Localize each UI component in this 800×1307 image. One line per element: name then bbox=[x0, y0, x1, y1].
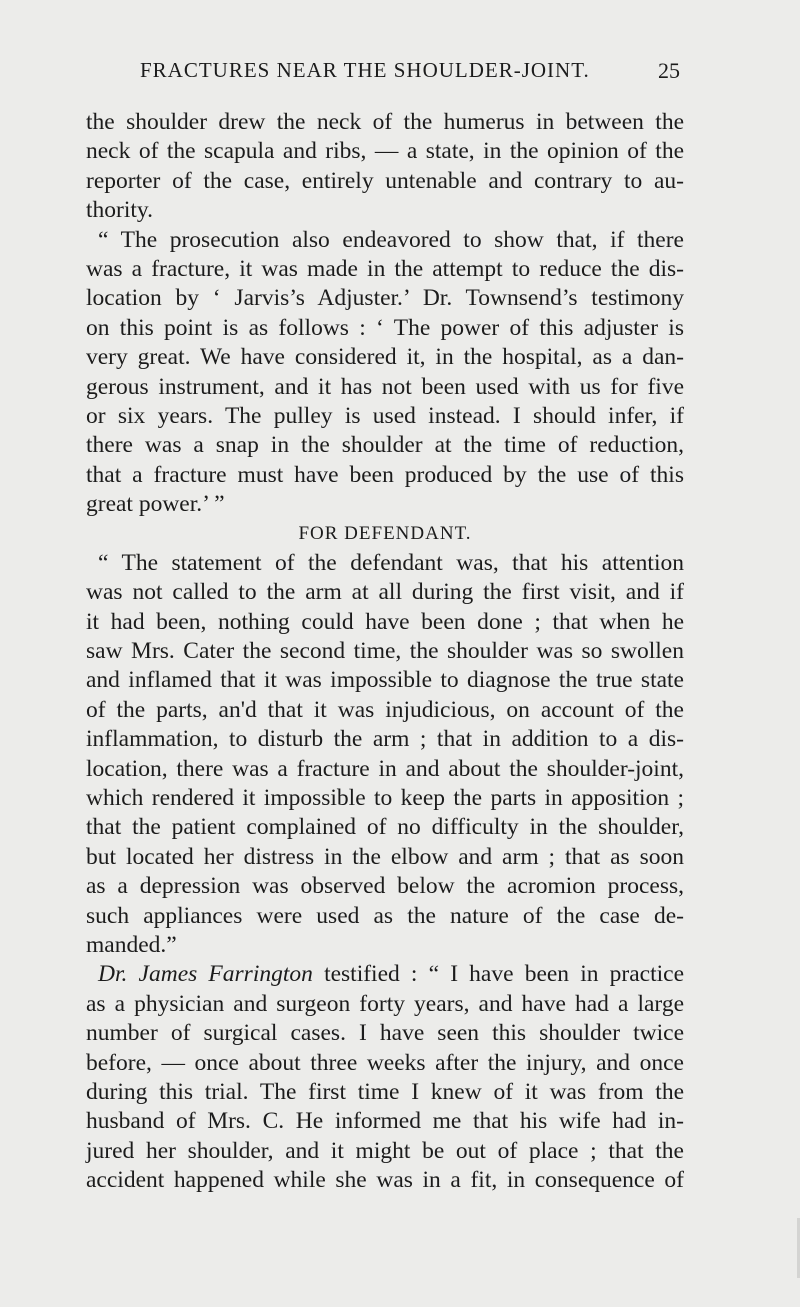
text-line: “ The prosecution also endeavored to show that, if there bbox=[98, 226, 684, 253]
text-line: during this trial. The first time I knew of it was from the bbox=[86, 1078, 684, 1105]
page-header bbox=[140, 58, 680, 92]
page-number: 25 bbox=[658, 58, 680, 83]
text-line: reporter of the case, entirely untenable and contrary to au- bbox=[86, 167, 684, 194]
text-line: that a fracture must have been produced by the use of this bbox=[86, 461, 684, 488]
text-line: manded.” bbox=[86, 931, 177, 958]
running-head: FRACTURES NEAR THE SHOULDER-JOINT. bbox=[140, 58, 590, 82]
text-line: it had been, nothing could have been done ; that when he bbox=[86, 608, 684, 635]
witness-line bbox=[86, 960, 684, 989]
text-line: very great. We have considered it, in the hospital, as a dan- bbox=[86, 344, 684, 371]
text-line: before, — once about three weeks after the injury, and once bbox=[86, 1049, 684, 1076]
text-line: as a physician and surgeon forty years, and have had a large bbox=[86, 990, 684, 1017]
text-line: great power.’ ” bbox=[86, 491, 225, 518]
text-line: but located her distress in the elbow and arm ; that as soon bbox=[86, 843, 684, 870]
text-line: thority. bbox=[86, 197, 154, 224]
text-line: or six years. The pulley is used instead. I should infer, if bbox=[86, 402, 684, 429]
text-line: on this point is as follows : ‘ The power of this adjuster is bbox=[86, 314, 684, 341]
text-line: and inflamed that it was impossible to diagnose the true state bbox=[86, 667, 684, 694]
section-heading: FOR DEFENDANT. bbox=[298, 523, 472, 545]
text-line: as a depression was observed below the acromion process, bbox=[86, 873, 684, 900]
text-line: there was a snap in the shoulder at the time of reduction, bbox=[86, 432, 684, 459]
text-line: accident happened while she was in a fit, in consequence of bbox=[86, 1167, 684, 1194]
witness-name: Dr. James Farrington bbox=[98, 961, 313, 988]
text-line: was not called to the arm at all during the first visit, and if bbox=[86, 579, 684, 606]
text-line: saw Mrs. Cater the second time, the shoulder was so swollen bbox=[86, 638, 684, 665]
text-line: which rendered it impossible to keep the parts in apposition ; bbox=[86, 784, 684, 811]
text-line: number of surgical cases. I have seen this shoulder twice bbox=[86, 1020, 684, 1047]
text-line: “ The statement of the defendant was, that his attention bbox=[98, 549, 684, 576]
text-line: the shoulder drew the neck of the humerus in between the bbox=[86, 109, 684, 135]
text-line: inflammation, to disturb the arm ; that in addition to a dis- bbox=[86, 726, 684, 753]
witness-line-text: testified : “ I have been in practice bbox=[324, 961, 685, 988]
text-line: gerous instrument, and it has not been used with us for five bbox=[86, 373, 684, 400]
text-line: of the parts, an'd that it was injudicious, on account of the bbox=[86, 696, 684, 723]
text-line: husband of Mrs. C. He informed me that his wife had in- bbox=[86, 1108, 684, 1135]
body-text bbox=[86, 108, 684, 1195]
text-line: location, there was a fracture in and about the shoulder-joint, bbox=[86, 755, 684, 782]
text-line: neck of the scapula and ribs, — a state, in the opinion of the bbox=[86, 138, 684, 165]
text-line: that the patient complained of no difficulty in the shoulder, bbox=[86, 814, 684, 841]
text-line: was a fracture, it was made in the attempt to reduce the dis- bbox=[86, 255, 684, 282]
text-line: jured her shoulder, and it might be out of place ; that the bbox=[86, 1137, 684, 1164]
text-line: location by ‘ Jarvis’s Adjuster.’ Dr. Townsend’s testimony bbox=[86, 285, 684, 312]
text-line: such appliances were used as the nature of the case de- bbox=[86, 902, 684, 929]
